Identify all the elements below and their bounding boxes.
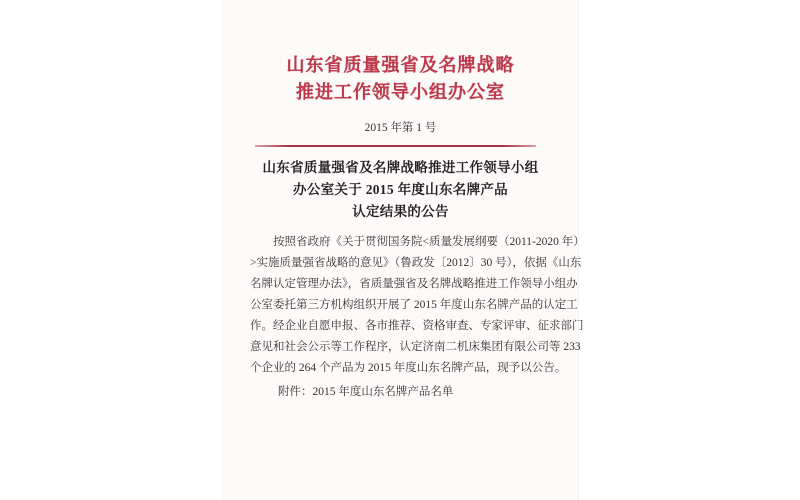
body-line: >实施质量强省战略的意见》（鲁政发〔2012〕30 号），依据《山东 <box>250 257 582 269</box>
body-line: 意见和社会公示等工作程序，认定济南二机床集团有限公司等 233 <box>250 341 581 353</box>
issuing-authority-header <box>222 52 579 106</box>
body-line: 按照省政府《关于贯彻国务院<质量发展纲要（2011-2020 年） <box>273 236 585 248</box>
body-line: 公室委托第三方机构组织开展了 2015 年度山东名牌产品的认定工 <box>250 299 578 311</box>
title-line-2: 办公室关于 2015 年度山东名牌产品 <box>293 182 508 197</box>
body-paragraph <box>250 232 585 379</box>
title-line-1: 山东省质量强省及名牌战略推进工作领导小组 <box>262 160 539 175</box>
title-line-3: 认定结果的公告 <box>352 204 449 219</box>
red-separator-rule <box>255 145 536 147</box>
issuer-line-1: 山东省质量强省及名牌战略 <box>286 55 515 75</box>
body-line: 名牌认定管理办法》，省质量强省及名牌战略推进工作领导小组办 <box>250 278 578 290</box>
body-line: 作。经企业自愿申报、各市推荐、资格审查、专家评审、征求部门 <box>250 320 584 332</box>
attachment-note: 附件：2015 年度山东名牌产品名单 <box>278 386 454 398</box>
body-line: 个企业的 264 个产品为 2015 年度山东名牌产品，现予以公告。 <box>250 362 567 374</box>
document-number: 2015 年第 1 号 <box>364 122 437 134</box>
issuer-line-2: 推进工作领导小组办公室 <box>296 82 505 102</box>
document-title <box>222 157 579 223</box>
